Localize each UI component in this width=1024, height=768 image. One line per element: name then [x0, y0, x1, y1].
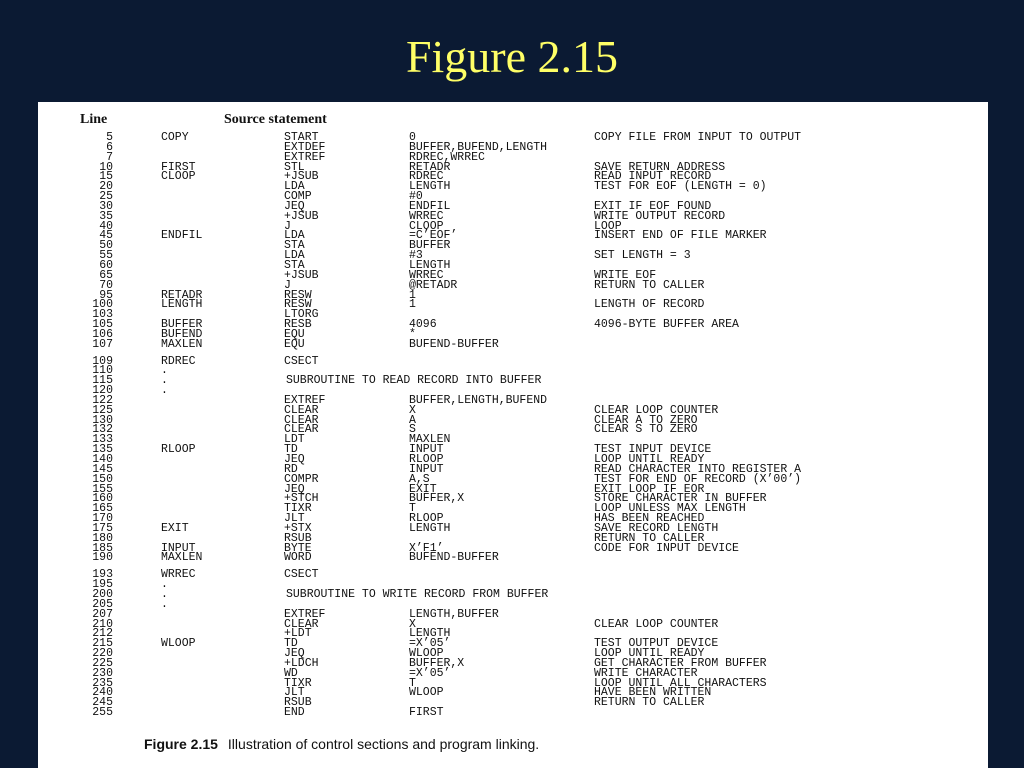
- label-field: INPUT: [161, 541, 196, 555]
- opcode-field: JLT: [284, 512, 305, 526]
- listing-row: [38, 445, 988, 455]
- column-header-line: Line: [80, 112, 108, 127]
- slide-title: Figure 2.15: [405, 31, 619, 82]
- opcode-field: +STX: [284, 521, 312, 535]
- listing-row: [38, 354, 988, 368]
- comment-field: LOOP UNTIL READY: [594, 647, 705, 661]
- line-number: 240: [92, 686, 113, 700]
- operand-field: =C’EOF’: [409, 229, 458, 243]
- line-number: 122: [92, 393, 113, 407]
- comment-field: WRITE OUTPUT RECORD: [594, 209, 726, 223]
- operand-field: A: [409, 413, 416, 427]
- listing-row: [38, 413, 988, 427]
- opcode-field: RESW: [284, 288, 312, 302]
- opcode-field: LDA: [284, 229, 305, 243]
- comment-field: WRITE EOF: [594, 268, 657, 282]
- opcode-field: CLEAR: [284, 423, 319, 437]
- listing-row: [38, 617, 988, 631]
- line-number: 225: [92, 656, 113, 670]
- line-number: 255: [92, 706, 113, 720]
- comment-field: READ INPUT RECORD: [594, 170, 712, 184]
- line-number: 140: [92, 453, 113, 466]
- operand-field: T: [409, 502, 416, 516]
- label-field: LENGTH: [161, 298, 203, 312]
- line-number: 210: [92, 617, 113, 631]
- operand-field: BUFFER: [409, 239, 451, 253]
- opcode-field: JEQ: [284, 482, 305, 496]
- label-field: .: [161, 364, 168, 378]
- opcode-field: J: [284, 219, 291, 233]
- listing-row: [38, 393, 988, 407]
- comment-field: 4096-BYTE BUFFER AREA: [594, 318, 739, 332]
- opcode-field: EXTREF: [284, 393, 326, 407]
- line-number: 207: [92, 607, 113, 621]
- block-comment: SUBROUTINE TO READ RECORD INTO BUFFER: [286, 374, 542, 388]
- opcode-field: +JSUB: [284, 170, 319, 184]
- operand-field: BUFFER,X: [409, 492, 465, 506]
- label-field: MAXLEN: [161, 337, 203, 351]
- line-number: 65: [99, 268, 113, 282]
- operand-field: S: [409, 423, 416, 437]
- opcode-field: STA: [284, 239, 305, 253]
- listing-row: [38, 231, 988, 241]
- opcode-field: +JSUB: [284, 268, 319, 282]
- listing-row: [38, 251, 988, 261]
- line-number: 155: [92, 482, 113, 496]
- line-number: 245: [92, 696, 113, 710]
- line-number: 132: [92, 423, 113, 437]
- comment-field: READ CHARACTER INTO REGISTER A: [594, 462, 802, 476]
- label-field: .: [161, 384, 168, 398]
- comment-field: SAVE RETURN ADDRESS: [594, 160, 726, 174]
- line-number: 212: [92, 627, 113, 641]
- opcode-field: +LDT: [284, 627, 312, 641]
- comment-field: CODE FOR INPUT DEVICE: [594, 541, 739, 555]
- opcode-field: J: [284, 278, 291, 292]
- comment-field: HAS BEEN REACHED: [594, 512, 705, 526]
- opcode-field: CLEAR: [284, 617, 319, 631]
- operand-field: WLOOP: [409, 647, 444, 661]
- line-number: 120: [92, 384, 113, 398]
- listing-row: [38, 666, 988, 680]
- opcode-field: EQU: [284, 337, 305, 351]
- listing-row: [38, 676, 988, 690]
- comment-field: TEST FOR EOF (LENGTH = 0): [594, 180, 767, 194]
- opcode-field: RESB: [284, 318, 312, 332]
- line-number: 107: [92, 337, 113, 351]
- operand-field: CLOOP: [409, 219, 444, 233]
- listing-row: [38, 241, 988, 251]
- listing-row: [38, 462, 988, 476]
- listing-row: [38, 192, 988, 202]
- opcode-field: TD: [284, 637, 298, 651]
- line-number: 133: [92, 433, 113, 447]
- operand-field: @RETADR: [409, 278, 458, 292]
- line-number: 106: [92, 327, 113, 341]
- line-number: 115: [92, 374, 113, 388]
- line-number: 180: [92, 531, 113, 545]
- listing-row: [38, 587, 988, 601]
- comment-field: LOOP UNTIL READY: [594, 453, 705, 466]
- label-field: EXIT: [161, 521, 189, 535]
- opcode-field: STL: [284, 160, 305, 174]
- opcode-field: JEQ: [284, 647, 305, 661]
- operand-field: BUFFER,LENGTH,BUFEND: [409, 393, 548, 407]
- comment-field: CLEAR S TO ZERO: [594, 423, 698, 437]
- listing-row: [38, 553, 988, 563]
- operand-field: T: [409, 676, 416, 690]
- opcode-field: START: [284, 131, 319, 144]
- line-number: 35: [99, 209, 113, 223]
- line-number: 215: [92, 637, 113, 651]
- comment-field: CLEAR LOOP COUNTER: [594, 617, 719, 631]
- line-number: 135: [92, 443, 113, 457]
- opcode-field: END: [284, 706, 305, 720]
- operand-field: 0: [409, 131, 416, 144]
- operand-field: RDREC,WRREC: [409, 150, 485, 164]
- listing-row: [38, 649, 988, 659]
- operand-field: INPUT: [409, 443, 444, 457]
- label-field: .: [161, 374, 168, 388]
- opcode-field: CSECT: [284, 354, 319, 368]
- opcode-field: WD: [284, 666, 298, 680]
- comment-field: COPY FILE FROM INPUT TO OUTPUT: [594, 131, 802, 144]
- comment-field: LOOP: [594, 219, 622, 233]
- label-field: .: [161, 578, 168, 592]
- line-number: 15: [99, 170, 113, 184]
- operand-field: #3: [409, 249, 423, 263]
- opcode-field: +LDCH: [284, 656, 319, 670]
- listing-row: [38, 639, 988, 649]
- opcode-field: JLT: [284, 686, 305, 700]
- label-field: BUFEND: [161, 327, 203, 341]
- opcode-field: WORD: [284, 551, 312, 565]
- listing-row: [38, 482, 988, 496]
- operand-field: LENGTH: [409, 180, 451, 194]
- label-field: WRREC: [161, 568, 196, 582]
- operand-field: EXIT: [409, 482, 437, 496]
- comment-field: RETURN TO CALLER: [594, 278, 705, 292]
- line-number: 10: [99, 160, 113, 174]
- operand-field: BUFEND-BUFFER: [409, 551, 499, 565]
- block-comment: SUBROUTINE TO WRITE RECORD FROM BUFFER: [286, 587, 549, 601]
- line-number: 20: [99, 180, 113, 194]
- line-number: 200: [92, 587, 113, 601]
- line-number: 170: [92, 512, 113, 526]
- line-number: 100: [92, 298, 113, 312]
- opcode-field: RD: [284, 462, 298, 476]
- line-number: 50: [99, 239, 113, 253]
- line-number: 160: [92, 492, 113, 506]
- operand-field: BUFFER,BUFEND,LENGTH: [409, 140, 548, 154]
- label-field: WLOOP: [161, 637, 196, 651]
- operand-field: LENGTH: [409, 258, 451, 272]
- label-field: CLOOP: [161, 170, 196, 184]
- listing-row: [38, 209, 988, 223]
- opcode-field: TIXR: [284, 676, 312, 690]
- line-number: 7: [106, 150, 113, 164]
- operand-field: BUFEND-BUFFER: [409, 337, 499, 351]
- line-number: 70: [99, 278, 113, 292]
- opcode-field: TD: [284, 443, 298, 457]
- label-field: RLOOP: [161, 443, 196, 457]
- opcode-field: LDA: [284, 180, 305, 194]
- opcode-field: RSUB: [284, 696, 312, 710]
- comment-field: INSERT END OF FILE MARKER: [594, 229, 767, 243]
- label-field: .: [161, 587, 168, 601]
- comment-field: SET LENGTH = 3: [594, 249, 691, 263]
- opcode-field: EXTDEF: [284, 140, 326, 154]
- comment-field: EXIT IF EOF FOUND: [594, 199, 712, 213]
- line-number: 235: [92, 676, 113, 690]
- listing-row: [38, 472, 988, 486]
- operand-field: LENGTH: [409, 521, 451, 535]
- opcode-field: EQU: [284, 327, 305, 341]
- listing-row: [38, 656, 988, 670]
- opcode-field: JEQ: [284, 453, 305, 466]
- opcode-field: CLEAR: [284, 403, 319, 417]
- operand-field: INPUT: [409, 462, 444, 476]
- comment-field: CLEAR A TO ZERO: [594, 413, 698, 427]
- assembly-listing: [38, 133, 988, 718]
- line-number: 220: [92, 647, 113, 661]
- opcode-field: RESW: [284, 298, 312, 312]
- listing-row: [38, 376, 988, 386]
- line-number: 103: [92, 308, 113, 322]
- operand-field: RDREC: [409, 170, 444, 184]
- comment-field: CLEAR LOOP COUNTER: [594, 403, 719, 417]
- line-number: 145: [92, 462, 113, 476]
- opcode-field: LDA: [284, 249, 305, 263]
- listing-row: [38, 521, 988, 535]
- label-field: BUFFER: [161, 318, 203, 332]
- opcode-field: BYTE: [284, 541, 312, 555]
- operand-field: X: [409, 403, 416, 417]
- opcode-field: COMPR: [284, 472, 319, 486]
- opcode-field: EXTREF: [284, 607, 326, 621]
- line-number: 125: [92, 403, 113, 417]
- label-field: .: [161, 597, 168, 611]
- operand-field: RLOOP: [409, 512, 444, 526]
- line-number: 130: [92, 413, 113, 427]
- line-number: 190: [92, 551, 113, 565]
- line-number: 45: [99, 229, 113, 243]
- operand-field: #0: [409, 190, 423, 204]
- operand-field: RLOOP: [409, 453, 444, 466]
- line-number: 30: [99, 199, 113, 213]
- operand-field: WLOOP: [409, 686, 444, 700]
- label-field: MAXLEN: [161, 551, 203, 565]
- figure-caption: [144, 736, 539, 752]
- opcode-field: +STCH: [284, 492, 319, 506]
- comment-field: STORE CHARACTER IN BUFFER: [594, 492, 767, 506]
- comment-field: WRITE CHARACTER: [594, 666, 698, 680]
- operand-field: X’F1’: [409, 541, 444, 555]
- comment-field: LOOP UNTIL ALL CHARACTERS: [594, 676, 767, 690]
- operand-field: X: [409, 617, 416, 631]
- opcode-field: LDT: [284, 433, 305, 447]
- comment-field: TEST INPUT DEVICE: [594, 443, 712, 457]
- opcode-field: TIXR: [284, 502, 312, 516]
- line-number: 95: [99, 288, 113, 302]
- opcode-field: EXTREF: [284, 150, 326, 164]
- comment-field: HAVE BEEN WRITTEN: [594, 686, 712, 700]
- column-header-source: Source statement: [224, 112, 327, 127]
- listing-row: [38, 425, 988, 435]
- caption-text: Illustration of control sections and program linking.: [227, 736, 540, 752]
- comment-field: TEST FOR END OF RECORD (X’00’): [594, 472, 802, 486]
- line-number: 150: [92, 472, 113, 486]
- listing-row: [38, 504, 988, 514]
- comment-field: EXIT LOOP IF EOR: [594, 482, 705, 496]
- line-number: 205: [92, 597, 113, 611]
- listing-row: [38, 337, 988, 351]
- listing-row: [38, 708, 988, 718]
- line-number: 5: [106, 131, 113, 144]
- operand-field: MAXLEN: [409, 433, 451, 447]
- listing-row: [38, 172, 988, 182]
- opcode-field: LTORG: [284, 308, 319, 322]
- operand-field: RETADR: [409, 160, 451, 174]
- line-number: 185: [92, 541, 113, 555]
- operand-field: ENDFIL: [409, 199, 451, 213]
- opcode-field: STA: [284, 258, 305, 272]
- line-number: 109: [92, 354, 113, 368]
- line-number: 105: [92, 318, 113, 332]
- opcode-field: CLEAR: [284, 413, 319, 427]
- label-field: RDREC: [161, 354, 196, 368]
- label-field: FIRST: [161, 160, 196, 174]
- listing-row: [38, 494, 988, 504]
- label-field: COPY: [161, 131, 189, 144]
- comment-field: TEST OUTPUT DEVICE: [594, 637, 719, 651]
- listing-row: [38, 570, 988, 580]
- comment-field: RETURN TO CALLER: [594, 696, 705, 710]
- listing-row: [38, 199, 988, 213]
- operand-field: A,S: [409, 472, 430, 486]
- listing-row: [38, 455, 988, 465]
- operand-field: WRREC: [409, 209, 444, 223]
- line-number: 193: [92, 568, 113, 582]
- comment-field: LENGTH OF RECORD: [594, 298, 705, 312]
- listing-row: [38, 140, 988, 154]
- line-number: 165: [92, 502, 113, 516]
- listing-row: [38, 698, 988, 708]
- listing-row: [38, 258, 988, 272]
- figure-page: [38, 102, 988, 768]
- operand-field: =X’05’: [409, 637, 451, 651]
- comment-field: RETURN TO CALLER: [594, 531, 705, 545]
- line-number: 25: [99, 190, 113, 204]
- operand-field: 4096: [409, 318, 437, 332]
- line-number: 230: [92, 666, 113, 680]
- listing-row: [38, 607, 988, 621]
- listing-row: [38, 403, 988, 417]
- caption-label: Figure 2.15: [144, 736, 218, 752]
- line-number: 175: [92, 521, 113, 535]
- listing-row: [38, 300, 988, 310]
- comment-field: GET CHARACTER FROM BUFFER: [594, 656, 767, 670]
- listing-row: [38, 268, 988, 282]
- operand-field: BUFFER,X: [409, 656, 465, 670]
- operand-field: 1: [409, 288, 416, 302]
- line-number: 40: [99, 219, 113, 233]
- operand-field: FIRST: [409, 706, 444, 720]
- operand-field: 1: [409, 298, 416, 312]
- opcode-field: +JSUB: [284, 209, 319, 223]
- line-number: 6: [106, 140, 113, 154]
- operand-field: LENGTH: [409, 627, 451, 641]
- label-field: RETADR: [161, 288, 203, 302]
- listing-row: [38, 182, 988, 192]
- line-number: 195: [92, 578, 113, 592]
- comment-field: LOOP UNLESS MAX LENGTH: [594, 502, 746, 516]
- operand-field: *: [409, 327, 416, 341]
- listing-row: [38, 597, 988, 611]
- operand-field: WRREC: [409, 268, 444, 282]
- line-number: 55: [99, 249, 113, 263]
- opcode-field: JEQ: [284, 199, 305, 213]
- opcode-field: RSUB: [284, 531, 312, 545]
- operand-field: =X’05’: [409, 666, 451, 680]
- line-number: 110: [92, 364, 113, 378]
- comment-field: SAVE RECORD LENGTH: [594, 521, 719, 535]
- listing-row: [38, 688, 988, 698]
- line-number: 60: [99, 258, 113, 272]
- opcode-field: COMP: [284, 190, 312, 204]
- label-field: ENDFIL: [161, 229, 203, 243]
- operand-field: LENGTH,BUFFER: [409, 607, 499, 621]
- opcode-field: CSECT: [284, 568, 319, 582]
